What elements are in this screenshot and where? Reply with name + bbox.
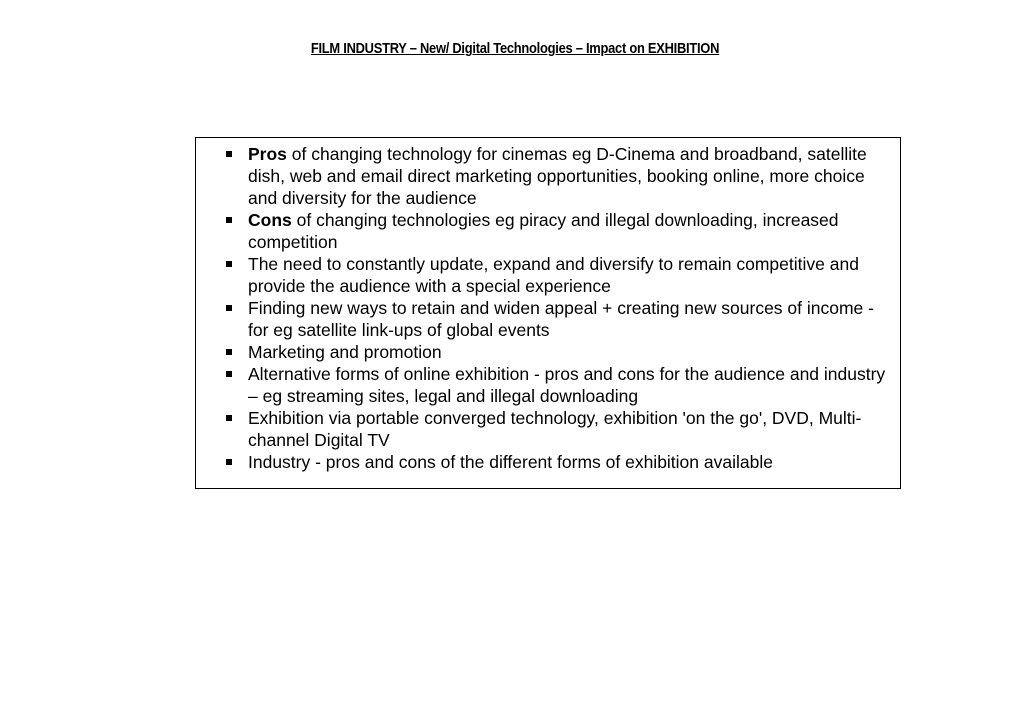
square-bullet-icon <box>226 349 232 355</box>
list-item <box>220 451 890 473</box>
item-text: Alternative forms of online exhibition - pros and cons for the audience and industry – eg streaming sites, legal and illegal downloading <box>248 364 886 406</box>
list-item <box>220 363 890 407</box>
list-item <box>220 253 890 297</box>
square-bullet-icon <box>226 151 232 157</box>
item-text: Exhibition via portable converged technology, exhibition 'on the go', DVD, Multi-channel Digital TV <box>248 408 862 450</box>
item-lead: Cons <box>248 210 292 230</box>
list-item <box>220 341 890 363</box>
page-title: FILM INDUSTRY – New/ Digital Technologies – Impact on EXHIBITION <box>310 40 720 57</box>
item-text: of changing technology for cinemas eg D-Cinema and broadband, satellite dish, web and email direct marketing opportunities, booking online, more choice and diversity for the audience <box>248 144 867 208</box>
square-bullet-icon <box>226 371 232 377</box>
square-bullet-icon <box>226 261 232 267</box>
item-text: Marketing and promotion <box>248 342 442 362</box>
square-bullet-icon <box>226 415 232 421</box>
list-item <box>220 209 890 253</box>
square-bullet-icon <box>226 305 232 311</box>
item-text: Finding new ways to retain and widen appeal + creating new sources of income - for eg satellite link-ups of global events <box>248 298 874 340</box>
square-bullet-icon <box>226 459 232 465</box>
list-item <box>220 143 890 209</box>
item-text: Industry - pros and cons of the different forms of exhibition available <box>248 452 773 472</box>
content-box <box>195 137 901 489</box>
item-lead: Pros <box>248 144 287 164</box>
list-item <box>220 297 890 341</box>
square-bullet-icon <box>226 217 232 223</box>
item-text: The need to constantly update, expand and diversify to remain competitive and provide the audience with a special experience <box>248 254 859 296</box>
bullet-list <box>220 143 890 473</box>
item-text: of changing technologies eg piracy and illegal downloading, increased competition <box>248 210 839 252</box>
list-item <box>220 407 890 451</box>
